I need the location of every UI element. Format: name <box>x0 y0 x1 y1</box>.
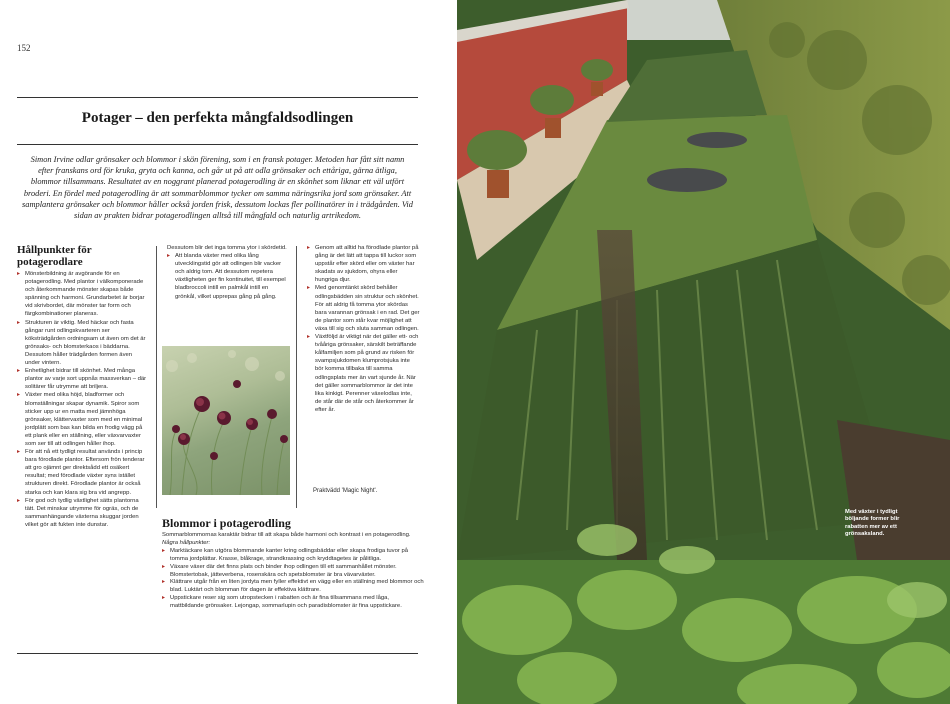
list-item: ▸ Mönsterbildning är avgörande för en potagerodling. Med plantor i välkomponerade och återkommande mönster skapas både spänning och harmoni. Grundarbetet är borjar vid skrivbordet, där mönster tar form och färgkombinationer planeras. <box>17 270 148 319</box>
scabiosa-flowers-illustration <box>162 346 290 495</box>
list-item: ▸ Klättrare utgår från en liten jordyta men fyller effektivt en vägg eller en ställning med blommor och blad. Luktärt och blomman för dagen är effektiva klättrare. <box>162 579 424 595</box>
lead-paragraph: Simon Irvine odlar grönsaker och blommor i skön förening, som i en fransk potager. Metoden har fått sitt namn efter franskans ord för kruka, gryta och kanna, och går ut på att odla grönsaker och ettåriga, gärna ätliga, blommor tillsammans. Resultatet av en noggrant planerad potagerodling är en skönhet som liknar ett väl utfört broderi. En fördel med potagerodling är att sommarblommor tycker om samma näringsrika jord som grönsaker. Att samplantera grönsaker och blommor håller också jorden frisk, dessutom lockas fler pollinatörer in i trädgården. Vid sidan av prakten bidrar potagerodlingen alltså till mångfald och naturlig artrikedom. <box>22 155 413 221</box>
list-item: ▸ För att nå ett tydligt resultat används i princip bara förodlade plantor. Eftersom frön tenderar att gro ojämnt ger direktsådd ett osäkert resultat; med förodlade växter syns istället strukturen direkt. Förodlade plantor är också starka och kan klara sig bra vid angrepp. <box>17 448 148 497</box>
left-page <box>0 0 457 704</box>
column-divider <box>296 246 297 508</box>
flower-photo-caption: Praktvädd 'Magic Night'. <box>313 488 378 494</box>
top-rule <box>17 97 418 98</box>
section-heading-blommor: Blommor i potagerodling <box>162 516 291 530</box>
section-heading-hallpunkter: Hållpunkter för potagerodlare <box>17 244 92 268</box>
list-item: ▸ Växtföljd är viktigt när det gäller ett- och tvååriga grönsaker, särskilt beträffande kålfamiljen som på grund av risken för svampsjukdomen klumprotsjuka inte bör komma tillbaka till samma odlingsplats mer än vart sjunde år. När det gäller sommarblommor är det inte lika kinkigt. Perenner växelodlas inte, de står där de står och återkommer år efter år. <box>307 333 420 414</box>
list-item: ▸ Växare växer där det finns plats och binder ihop odlingen till ett sammanhållet mönster. Blomstertobak, jätteverbena, rosenskära och spetsblomster är bra vävarväxter. <box>162 564 424 580</box>
flower-photo <box>162 346 290 495</box>
list-item: ▸ Enhetlighet bidrar till skönhet. Med många plantor av varje sort uppnås massverkan – där solitärer får utrymme att briljera. <box>17 367 148 391</box>
column-3 <box>307 244 420 414</box>
title-rule <box>17 144 418 145</box>
list-item: ▸ Växter med olika höjd, bladformer och blomställningar skapar dynamik. Spiror som sticker upp ur en matta med jämnhöga grönsaker, klättervaxter som med en minimal jordplätt som bas kan bilda en frodig vägg på ett plank eller en ställning, eller växvarvaxter som ser till att odlingen håller ihop. <box>17 391 148 448</box>
blommor-section <box>162 516 424 611</box>
page-number: 152 <box>17 43 31 53</box>
list-item: ▸ Genom att alltid ha förodlade plantor på gång är det lätt att tappa till luckor som uppstår efter skörd eller om växter har skadats av sjukdom, ohyra eller hungriga djur. <box>307 244 420 284</box>
hallpunkter-list <box>17 270 148 529</box>
col3-list <box>307 244 420 414</box>
paragraph <box>162 532 424 548</box>
list-item: ▸ Att blanda växter med olika lång utvecklingstid gör att odlingen blir vacker och aldrig tom. Att dessutom repetera växtligheten ger fin kontinuitet, till exempel bladbroccoli intill en palmkål intill en grönkål, vilket upprepas gång på gång. <box>167 252 287 301</box>
column-divider <box>156 246 157 508</box>
list-item: ▸ Med genomtänkt skörd behåller odlingsbädden sin struktur och skönhet. För att aldrig få tomma ytor skördas bara varannan grönsak i en rad. Det ger de plantor som står kvar möjlighet att växa till sig och sluta samman odlingen. <box>307 284 420 333</box>
blommor-intro: Sommarblommornas karaktär bidrar till att skapa både harmoni och kontrast i en potagerodling. <box>162 532 411 538</box>
list-item: ▸ Marktäckare kan utgöra blommande kanter kring odlingsbäddar eller skapa frodiga tuvor på tomma jordplättar. Krasse, blåkrage, strandkrassing och kryddtagetes är pålitliga. <box>162 548 424 564</box>
list-item: ▸ För god och tydlig växtlighet sätts plantorna tätt. Det minskar utrymme för ogräs, och de sammanhängande växterna skuggar jorden vilket gör att fukten inte dunstar. <box>17 497 148 529</box>
col2-list <box>167 252 287 301</box>
column-2 <box>167 244 287 301</box>
blommor-intro-italic: Några hållpunkter: <box>162 539 211 546</box>
paragraph: Dessutom blir det inga tomma ytor i skördetid. <box>167 245 287 251</box>
blommor-list <box>162 548 424 611</box>
garden-photo <box>457 0 950 704</box>
garden-photo-caption: Med växter i tydligt böljande former blir rabatten mer av ett grönsaksland. <box>845 509 900 538</box>
list-item: ▸ Uppstickare reser sig som utropstecken i rabatten och är fina tillsammans med låga, mattbildande grönsaker. Lejongap, sommarlupin och paradisblomster är fina uppstickare. <box>162 595 424 611</box>
page-title: Potager – den perfekta mångfaldsodlingen <box>81 110 354 126</box>
bottom-rule <box>17 653 418 654</box>
list-item: ▸ Strukturen är viktig. Med häckar och fasta gångar runt odlingskvarteren ser köksträdgården ordningsam ut även om det är grönsaks- och blomsterkaos i bäddarna. Dessutom håller trädgården formen även under vintern. <box>17 319 148 368</box>
column-1 <box>17 244 148 529</box>
potager-garden-illustration <box>457 0 950 704</box>
